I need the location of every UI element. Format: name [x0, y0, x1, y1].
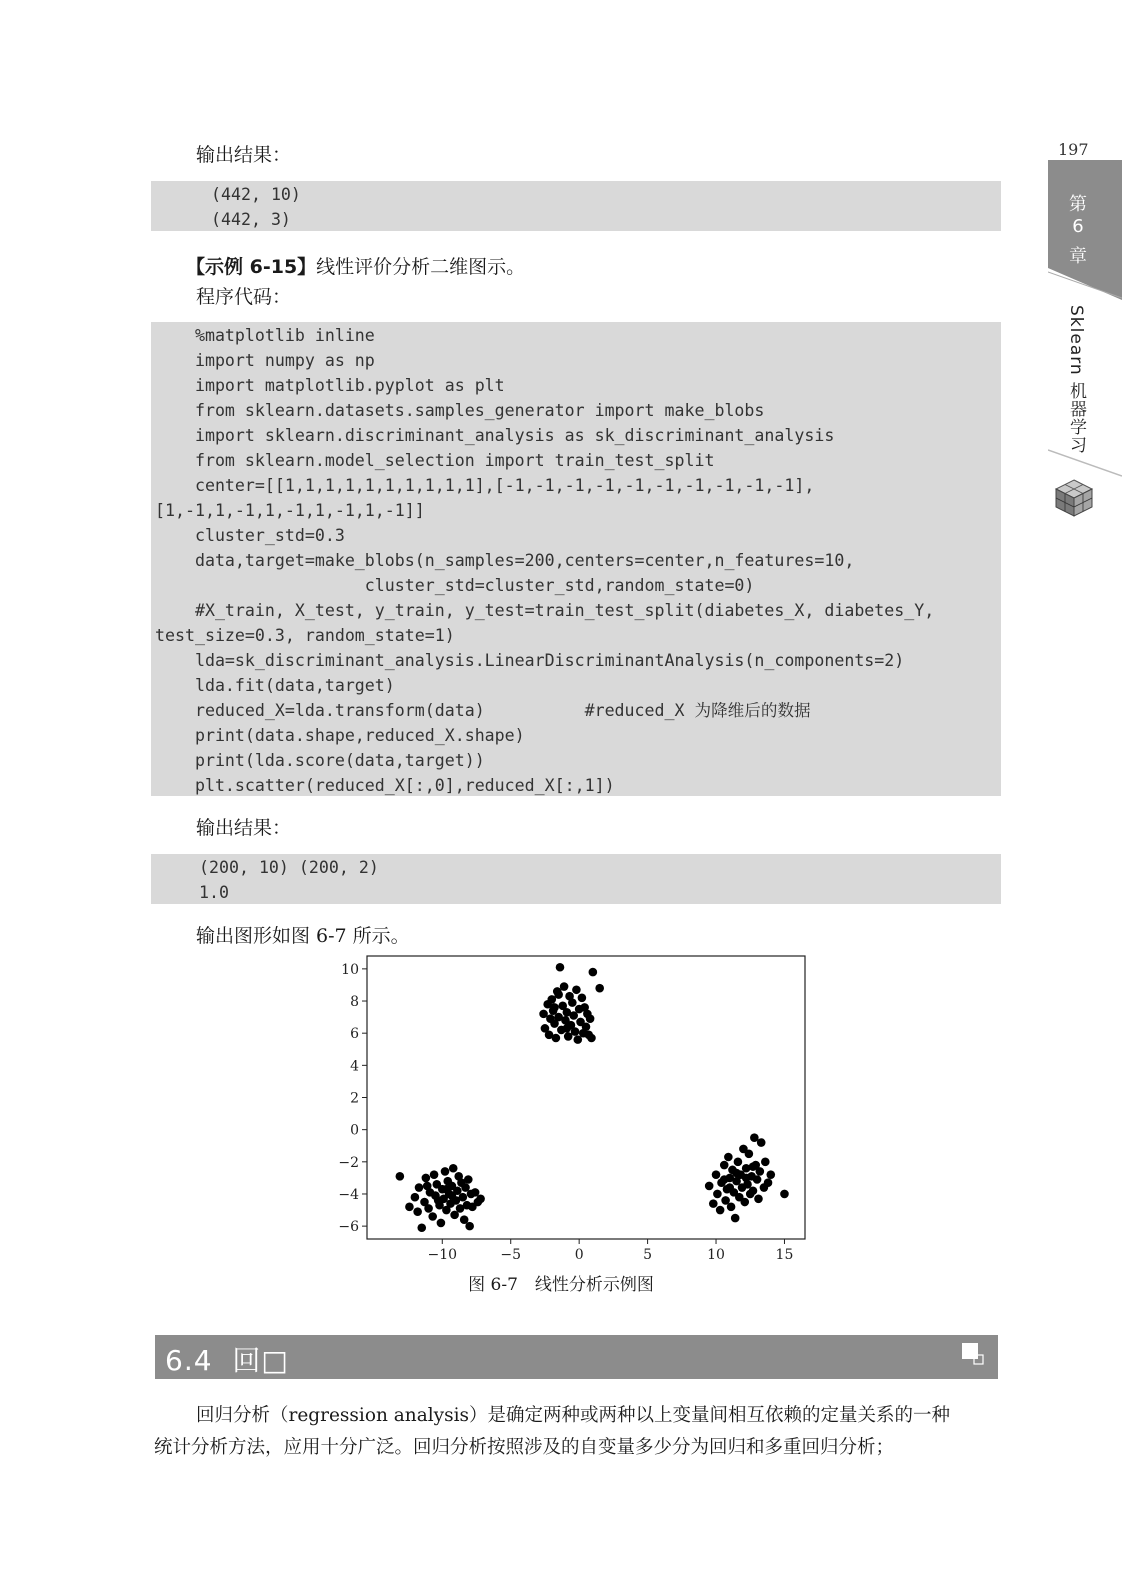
- figure-caption: 图 6-7 线性分析示例图: [468, 1275, 654, 1295]
- code-line: import numpy as np: [155, 351, 375, 370]
- output1-line-2: (442, 3): [211, 210, 291, 229]
- code-line: print(lda.score(data,target)): [155, 751, 485, 770]
- code-line: [1,-1,1,-1,1,-1,1,-1,1,-1]]: [155, 501, 425, 520]
- scatter-point: [563, 1024, 572, 1033]
- scatter-point: [449, 1164, 458, 1173]
- code-line: from sklearn.model_selection import train_test_split: [155, 451, 715, 470]
- chapter-char-2: 6: [1072, 216, 1084, 237]
- scatter-point: [571, 1027, 580, 1036]
- scatter-point: [754, 1195, 763, 1204]
- y-tick-label: −6: [338, 1219, 359, 1236]
- scatter-point: [757, 1138, 766, 1147]
- example-title: 线性评价分析二维图示。: [316, 256, 526, 278]
- scatter-point: [430, 1170, 439, 1179]
- body-line-2: 统计分析方法，应用十分广泛。回归分析按照涉及的自变量多少分为回归和多重回归分析；: [154, 1437, 895, 1458]
- code-label: 程序代码：: [196, 286, 292, 308]
- body-line-1: 回归分析（regression analysis）是确定两种或两种以上变量间相互依赖的定量关系的一种: [196, 1405, 951, 1426]
- scatter-point: [560, 982, 569, 991]
- scatter-point: [441, 1167, 450, 1176]
- code-line: reduced_X=lda.transform(data) #reduced_X 为降维后的数据: [155, 701, 811, 720]
- code-line: import matplotlib.pyplot as plt: [155, 376, 505, 395]
- code-line: cluster_std=0.3: [155, 526, 345, 545]
- scatter-point: [586, 1014, 595, 1023]
- y-tick-label: 10: [341, 961, 359, 978]
- scatter-point: [720, 1161, 729, 1170]
- scatter-point: [428, 1212, 437, 1221]
- scatter-point: [465, 1222, 474, 1231]
- scatter-point: [442, 1185, 451, 1194]
- scatter-point: [780, 1190, 789, 1199]
- y-tick-label: −2: [338, 1154, 359, 1171]
- scatter-point: [727, 1203, 736, 1212]
- scatter-point: [713, 1190, 722, 1199]
- code-line: lda=sk_discriminant_analysis.LinearDiscriminantAnalysis(n_components=2): [155, 651, 905, 670]
- x-tick-label: −5: [500, 1247, 522, 1263]
- section-heading-bar: [155, 1335, 998, 1379]
- code-block: [151, 322, 1001, 796]
- x-tick-label: 5: [643, 1247, 653, 1263]
- scatter-point: [731, 1214, 740, 1223]
- section-number-text: 6.4: [165, 1344, 213, 1377]
- scatter-point: [411, 1193, 420, 1202]
- scatter-point: [422, 1174, 431, 1183]
- output-box-1: [151, 181, 1001, 231]
- output2-line-2: 1.0: [199, 883, 229, 902]
- figure-intro: 输出图形如图 6-7 所示。: [196, 925, 410, 947]
- scatter-point: [556, 963, 565, 972]
- scatter-point: [587, 1034, 596, 1043]
- output2-line-1: (200, 10) (200, 2): [199, 858, 379, 877]
- scatter-point: [417, 1223, 426, 1232]
- y-tick-label: −4: [338, 1186, 359, 1203]
- output1-line-1: (442, 10): [211, 185, 301, 204]
- scatter-point: [554, 990, 563, 999]
- scatter-point: [582, 1022, 591, 1031]
- code-line: center=[[1,1,1,1,1,1,1,1,1,1],[-1,-1,-1,-1,-1,-1,-1,-1,-1,-1],: [155, 476, 815, 495]
- code-line: data,target=make_blobs(n_samples=200,centers=center,n_features=10,: [155, 551, 855, 570]
- scatter-point: [734, 1158, 743, 1167]
- section-corner-icon: [962, 1343, 984, 1365]
- scatter-point: [764, 1178, 773, 1187]
- scatter-point: [476, 1195, 485, 1204]
- x-tick-label: 0: [574, 1247, 584, 1263]
- scatter-point: [753, 1175, 762, 1184]
- code-line: %matplotlib inline: [155, 326, 375, 345]
- code-line: print(data.shape,reduced_X.shape): [155, 726, 525, 745]
- scatter-point: [572, 985, 581, 994]
- scatter-point: [578, 994, 587, 1003]
- output-box-2: [151, 854, 1001, 904]
- scatter-point: [437, 1219, 446, 1228]
- scatter-point: [766, 1170, 775, 1179]
- code-line: import sklearn.discriminant_analysis as sk_discriminant_analysis: [155, 426, 835, 445]
- scatter-point: [589, 968, 598, 977]
- chapter-char-3: 章: [1069, 246, 1087, 267]
- scatter-point: [595, 984, 604, 993]
- scatter-point: [550, 1003, 559, 1012]
- scatter-point: [724, 1153, 733, 1162]
- code-line: from sklearn.datasets.samples_generator import make_blobs: [155, 401, 765, 420]
- scatter-point: [749, 1162, 758, 1171]
- code-line: lda.fit(data,target): [155, 676, 395, 695]
- chapter-char-1: 第: [1069, 194, 1087, 215]
- scatter-point: [552, 1034, 561, 1043]
- scatter-point: [761, 1158, 770, 1167]
- y-tick-label: 8: [350, 994, 359, 1011]
- x-tick-label: 15: [775, 1247, 794, 1263]
- code-line: test_size=0.3, random_state=1): [155, 626, 455, 645]
- scatter-chart: [330, 950, 810, 1270]
- scatter-point: [405, 1203, 414, 1212]
- scatter-point: [732, 1169, 741, 1178]
- scatter-point: [749, 1186, 758, 1195]
- scatter-point: [709, 1199, 718, 1208]
- y-tick-label: 6: [350, 1026, 359, 1043]
- scatter-point: [396, 1172, 405, 1181]
- scatter-point: [742, 1174, 751, 1183]
- scatter-point: [423, 1182, 432, 1191]
- scatter-point: [712, 1170, 721, 1179]
- scatter-point: [568, 998, 577, 1007]
- scatter-point: [720, 1175, 729, 1184]
- scatter-point: [415, 1183, 424, 1192]
- section-title: 回□: [232, 1344, 289, 1377]
- code-line: cluster_std=cluster_std,random_state=0): [155, 576, 755, 595]
- scatter-point: [725, 1183, 734, 1192]
- output-label-2: 输出结果：: [196, 817, 292, 839]
- example-number: 【示例 6-15】: [186, 256, 317, 278]
- y-tick-label: 2: [350, 1090, 359, 1107]
- chapter-vertical-title: Sklearn 机器学习: [1066, 305, 1086, 455]
- code-line: #X_train, X_test, y_train, y_test=train_test_split(diabetes_X, diabetes_Y,: [155, 601, 935, 620]
- scatter-point: [434, 1196, 443, 1205]
- scatter-point: [464, 1175, 473, 1184]
- x-tick-label: 10: [707, 1247, 725, 1263]
- scatter-point: [424, 1204, 433, 1213]
- y-tick-label: 0: [350, 1122, 359, 1139]
- output-label-1: 输出结果：: [196, 144, 292, 166]
- scatter-point: [745, 1149, 754, 1158]
- side-divider: [1048, 448, 1122, 478]
- scatter-point: [459, 1193, 468, 1202]
- scatter-point: [413, 1207, 422, 1216]
- example-heading: [186, 252, 525, 279]
- scatter-point: [716, 1206, 725, 1215]
- y-tick-label: 4: [350, 1058, 359, 1075]
- x-tick-label: −10: [427, 1247, 458, 1263]
- scatter-point: [705, 1182, 714, 1191]
- cube-logo-icon: [1052, 476, 1096, 520]
- scatter-point: [740, 1198, 749, 1207]
- section-number: [165, 1339, 289, 1379]
- page-number: 197: [1058, 140, 1089, 159]
- code-line: plt.scatter(reduced_X[:,0],reduced_X[:,1]): [155, 776, 615, 795]
